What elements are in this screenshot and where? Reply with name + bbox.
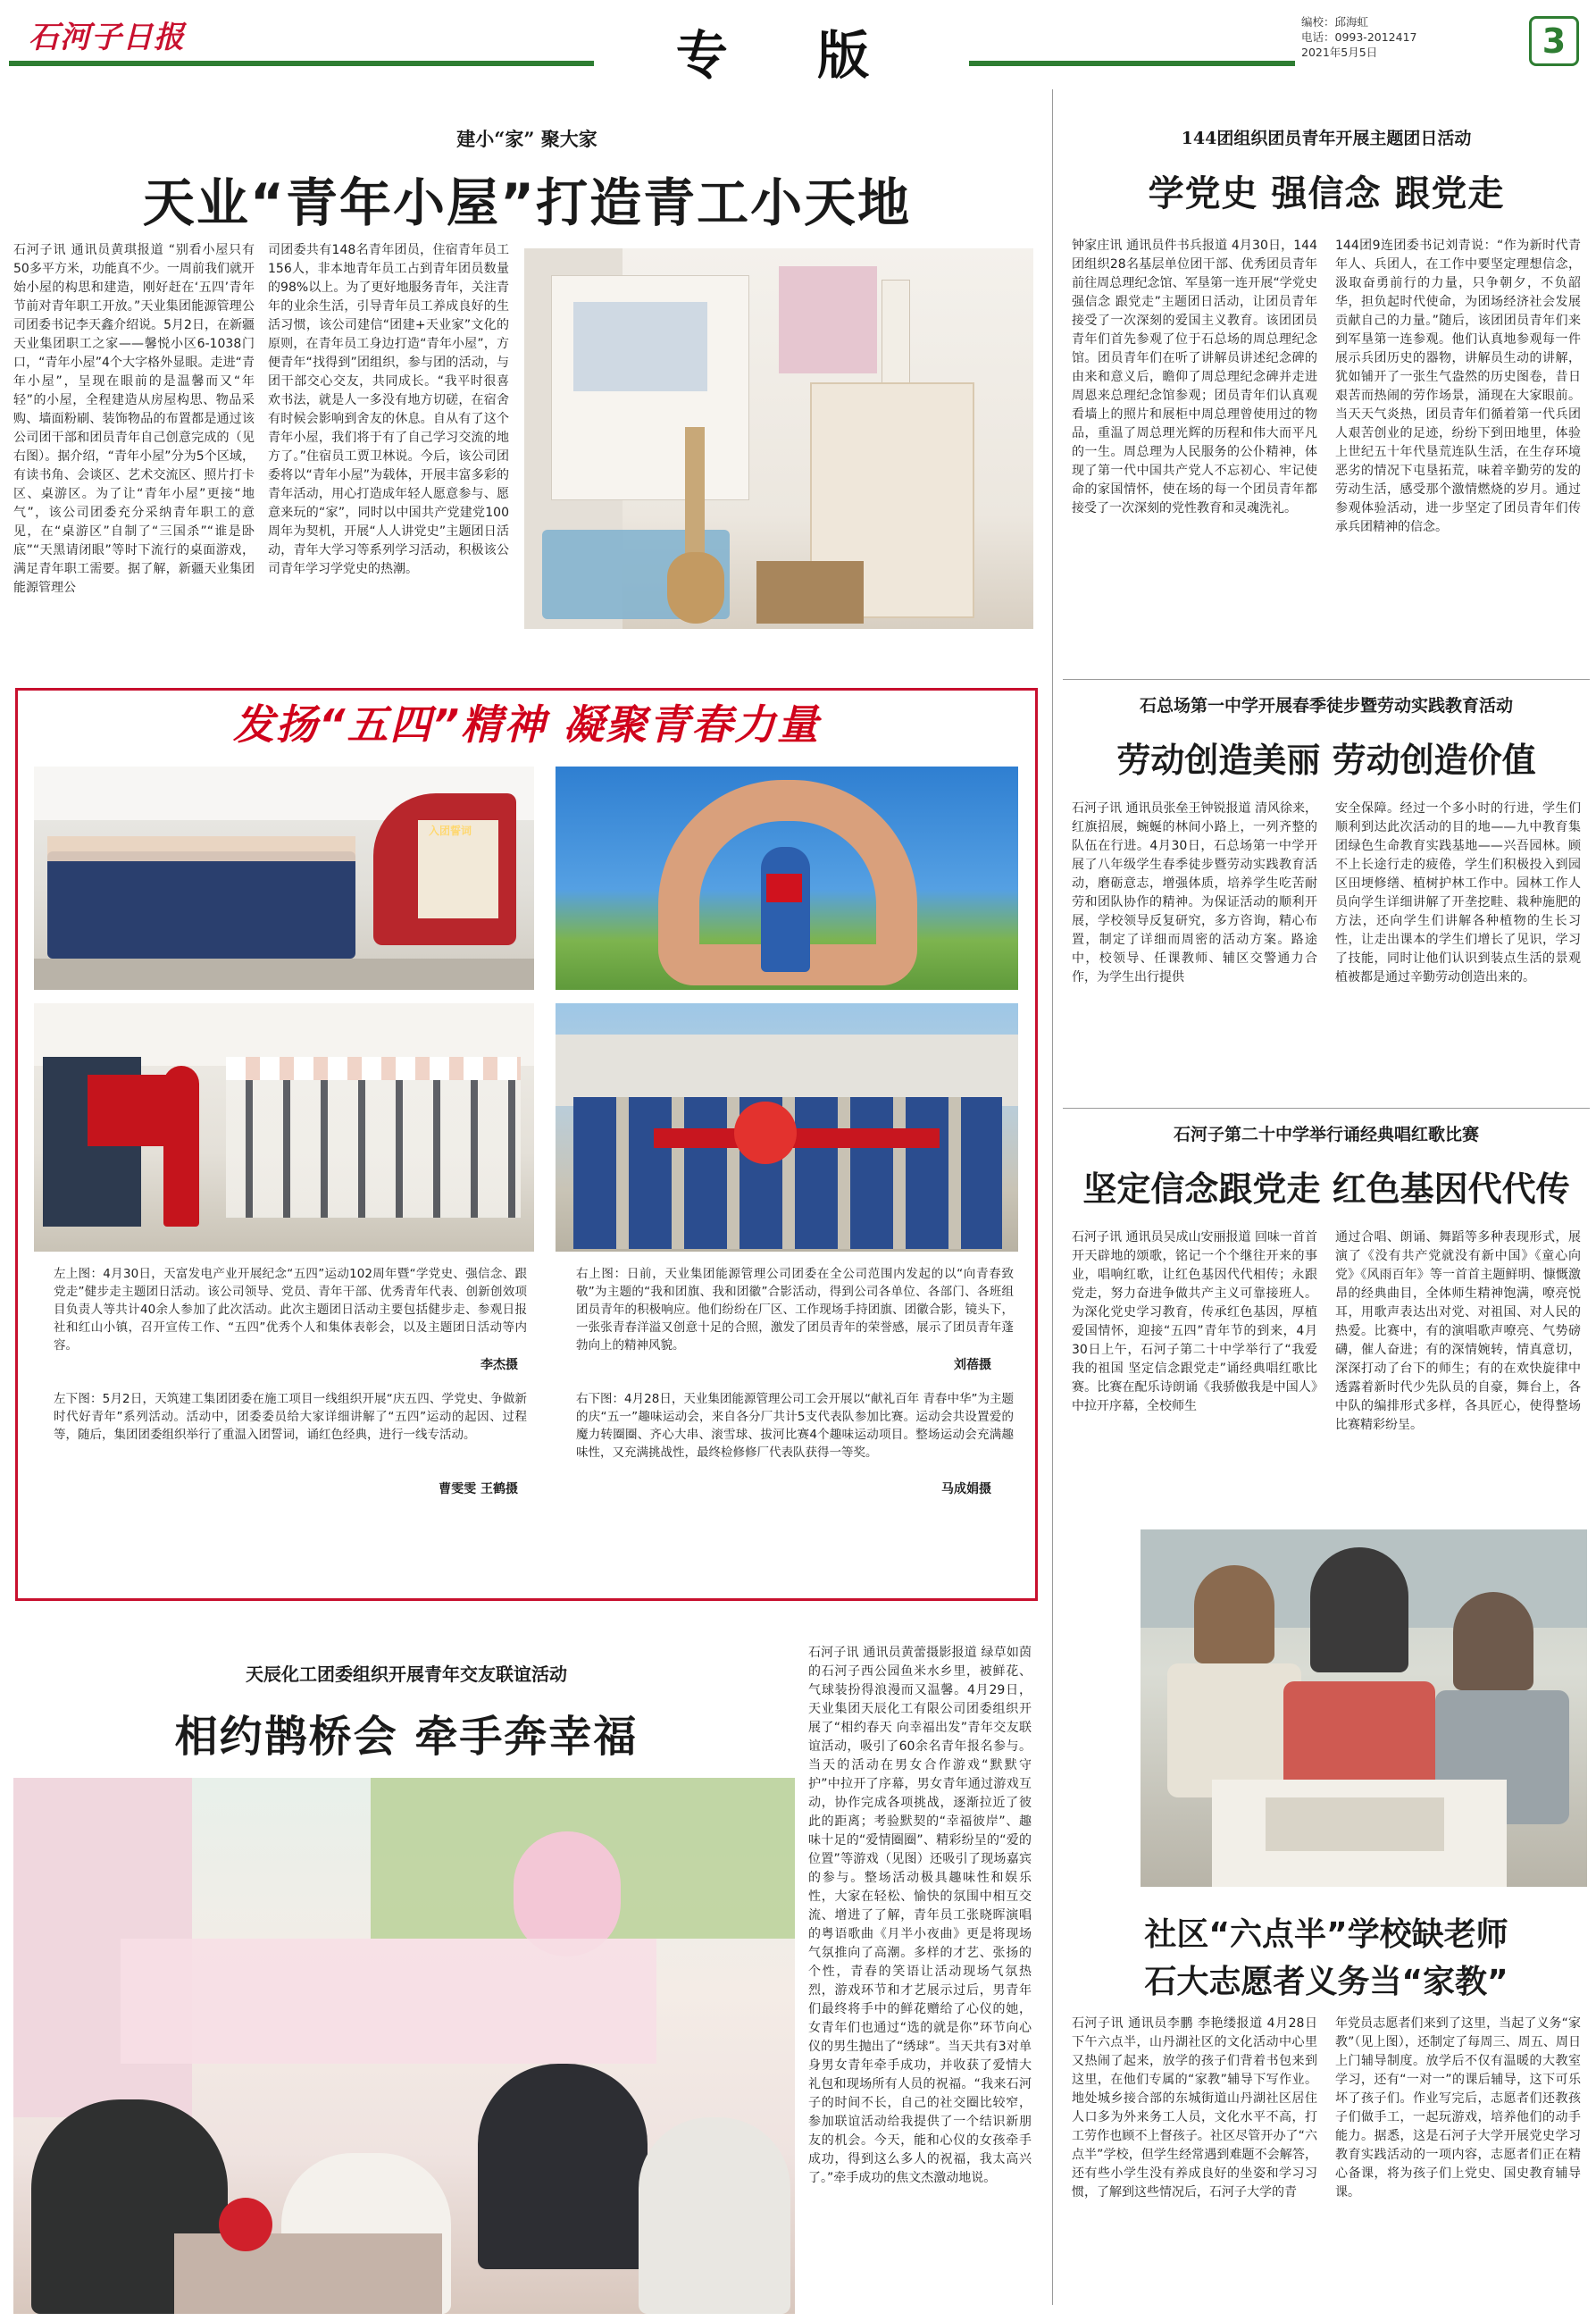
article1-headline: 天业“青年小屋”打造青工小天地 — [142, 172, 912, 233]
newspaper-logo: 石河子日报 — [29, 20, 185, 55]
article2-col1: 钟家庄讯 通讯员件书兵报道 4月30日，144团组织28名基层单位团干部、优秀团员青年前往周总理纪念馆、军垦第一连开展“学党史 强信念 跟党走”主题团日活动，让团员青年接受了一次深刻的爱国主义教育。该团团员青年们首先参观了位于石总场的周总理纪念馆。团员青年们在听了讲解员讲述纪念碑的由来和意义后，瞻仰了周总理纪念碑并走进周恩来总理纪念馆参观；团员青年们认真观看墙上的照片和展柜中周总理曾使用过的物品，重温了周总理光辉的历程和伟大而平凡的一生。周总理为人民服务的公仆精神，体现了第一代中国共产党人不忘初心、牢记使命的家国情怀，使在场的每一个团员青年都接受了一次深刻的党性教育和灵魂洗礼。 — [1072, 239, 1317, 515]
feature-board-text: 入团誓词 — [429, 825, 472, 837]
masthead-green-rule-right — [969, 61, 1295, 66]
section-title: 专 版 — [675, 25, 906, 86]
article3-kicker: 石总场第一中学开展春季徒步暨劳动实践教育活动 — [1139, 696, 1513, 716]
tutoring-photo — [1141, 1529, 1587, 1887]
article-youth-cabin — [13, 116, 1040, 652]
article2-headline: 学党史 强信念 跟党走 — [1148, 173, 1505, 214]
article-red-songs — [1063, 1112, 1590, 1514]
photo-upper-left — [34, 767, 534, 990]
caption-lower-left: 左下图：5月2日，天筑建工集团团委在施工项目一线组织开展“庆五四、学党史、争做新时代好青年”系列活动。活动中，团委委员给大家详细讲解了“五四”运动的起因、过程等，随后，集团团委组织举行了重温入团誓词，诵红色经典，进行一线专活动。 — [54, 1392, 527, 1442]
article6-headline2: 石大志愿者义务当“家教” — [1144, 1964, 1508, 2000]
article-volunteer-tutors — [1063, 1898, 1590, 2318]
article4-kicker: 石河子第二十中学举行诵经典唱红歌比赛 — [1173, 1125, 1479, 1144]
masthead — [0, 0, 1596, 86]
editor-label: 编校：邱海虹 — [1301, 15, 1369, 29]
matchmaking-photo — [13, 1778, 795, 2314]
feature-title: 发扬“五四”精神 凝聚青春力量 — [232, 700, 821, 749]
caption-upper-right: 右上图：日前，天业集团能源管理公司团委在全公司范围内发起的以“向青春致敬”为主题的“我和团旗、我和团徽”合影活动，得到公司各单位、各部门、各班组团员青年的积极响应。他们纷纷在厂区、工作现场手持团旗、团徽合影，镜头下，一张张青春洋溢又创意十足的合照，激发了团员青年的荣誉感，展示了团员青年蓬勃向上的精神风貌。 — [576, 1267, 1014, 1353]
page-number: 3 — [1529, 16, 1579, 66]
article2-kicker: 144团组织团员青年开展主题团日活动 — [1181, 129, 1472, 148]
article3-headline: 劳动创造美丽 劳动创造价值 — [1116, 741, 1536, 780]
divider-a3 — [1063, 1108, 1590, 1109]
article5-col: 石河子讯 通讯员黄蕾摄影报道 绿草如茵的石河子西公园鱼米水乡里，被鲜花、气球装扮得浪漫而又温馨。4月29日，天业集团天辰化工有限公司团委组织开展了“相约春天 向幸福出发”青年交友联谊活动，吸引了60余名青年报名参与。当天的活动在男女合作游戏“默默守护”中拉开了序幕，男女青年通过游戏互动，协作完成各项挑战，逐渐拉近了彼此的距离；考验默契的“幸福彼岸”、趣味十足的“爱情圈圈”、精彩纷呈的“爱的位置”等游戏（见图）还吸引了现场嘉宾的参与。整场活动极具趣味性和娱乐性，大家在轻松、愉快的氛围中相互交流、增进了了解，青年员工张晓晖演唱的粤语歌曲《月半小夜曲》更是将现场气氛推向了高潮。多样的才艺、张扬的个性，青春的笑语让活动现场气氛热烈，游戏环节和才艺展示过后，男青年们最终将手中的鲜花赠给了心仪的她，女青年们也通过“选的就是你”环节向心仪的男生抛出了“绣球”。当天共有3对单身男女青年牵手成功，并收获了爱情大礼包和现场所有人员的祝福。“我来石河子的时间不长，自己的社交圈比较窄，参加联谊活动给我提供了一个结识新朋友的机会。今天，能和心仪的女孩牵手成功，得到这么多人的祝福，我太高兴了。”牵手成功的焦文杰激动地说。 — [808, 1646, 1032, 2185]
article3-col2: 安全保障。经过一个多小时的行进，学生们顺利到达此次活动的目的地——九中教育集团绿色生命教育实践基地——兴吾园林。顾不上长途行走的疲倦，学生们积极投入到园区田埂修缮、植树护林工作中。园林工作人员向学生详细讲解了开垄挖畦、栽种施肥的方法，还向学生们讲解各种植物的生长习性，让走出课本的学生们增长了见识，学习了技能，同时让他们认识到装点生活的景观植被都是通过辛勤劳动创造出来的。 — [1335, 801, 1581, 985]
article5-kicker: 天辰化工团委组织开展青年交友联谊活动 — [246, 1663, 567, 1685]
date-label: 2021年5月5日 — [1301, 46, 1378, 59]
article6-headline1: 社区“六点半”学校缺老师 — [1144, 1916, 1508, 1953]
youth-cabin-photo — [524, 248, 1033, 629]
article4-col2: 通过合唱、朗诵、舞蹈等多种表现形式，展演了《没有共产党就没有新中国》《童心向党》《风雨百年》等一首首主题鲜明、慷慨激昂的经典曲目，全体师生精神饱满，嘹亮悦耳，用歌声表达出对党、对祖国、对人民的热爱。比赛中，有的演唱歌声嘹亮、气势磅礴，催人奋进；有的深情婉转，情真意切，深深打动了台下的师生；有的在欢快旋律中透露着新时代少先队员的自豪，舞台上，各中队的编排形式多样，各具匠心，使得整场比赛精彩纷呈。 — [1335, 1230, 1581, 1432]
article1-col1: 石河子讯 通讯员黄琪报道 “别看小屋只有50多平方米，功能真不少。一周前我们就开始小屋的构思和建造，刚好赶在‘五四’青年节前对青年职工开放。”天业集团能源管理公司团委书记李天鑫介绍说。5月2日，在新疆天业集团职工之家——馨悦小区6-1038门口，“青年小屋”4个大字格外显眼。走进“青年小屋”，呈现在眼前的是温馨而又“年轻”的小屋，全程建造从房屋构思、物品采购、墙面粉刷、装饰物品的布置都是通过该公司团干部和团员青年自己创意完成的（见右图）。据介绍，“青年小屋”分为5个区域，有读书角、会谈区、艺术交流区、照片打卡区、桌游区。为了让“青年小屋”更接“地气”，该公司团委充分采纳青年职工的意见，在“桌游区”自制了“三国杀”“谁是卧底”“天黑请闭眼”等时下流行的桌面游戏，满足青年职工需要。据了解，新疆天业集团能源管理公 — [13, 243, 255, 595]
caption-lower-right: 右下图：4月28日，天业集团能源管理公司工会开展以“献礼百年 青春中华”为主题的庆“五一”趣味运动会，来自各分厂共计5支代表队参加比赛。运动会共设置爱的魔力转圈圈、齐心大串、滚雪球、拔河比赛4个趣味运动项目。整场运动会充满趣味性，又充满挑战性，最终检修修厂代表队获得一等奖。 — [576, 1392, 1014, 1460]
column-divider — [1052, 89, 1053, 2305]
article4-headline: 坚定信念跟党走 红色基因代代传 — [1082, 1169, 1570, 1209]
photo-lower-left — [34, 1003, 534, 1252]
masthead-info — [1301, 14, 1417, 60]
article-labor-education — [1063, 683, 1590, 1103]
photo-lower-right — [556, 1003, 1018, 1252]
divider-a2 — [1063, 679, 1590, 680]
masthead-green-rule-left — [9, 61, 594, 66]
article3-col1: 石河子讯 通讯员张垒王钟锐报道 清风徐来，红旗招展，蜿蜒的林间小路上，一列齐整的队伍在行进。4月30日，石总场第一中学开展了八年级学生春季徒步暨劳动实践教育活动，磨砺意志，增强体质，培养学生吃苦耐劳和团队协作的精神。为保证活动的顺利开展，学校领导反复研究，多方咨询，精心布置，制定了详细而周密的活动方案。路途中，校领导、任课教师、辅区交警通力合作，为学生出行提供 — [1072, 801, 1317, 985]
credit-lower-right: 马成娟摄 — [941, 1482, 991, 1496]
article4-col1: 石河子讯 通讯员吴成山安丽报道 回味一首首开天辟地的颂歌，铭记一个个继往开来的事业，唱响红歌，让红色基因代代相传；永跟党走，努力奋进争做共产主义可靠接班人。为深化党史学习教育，传承红色基因，厚植爱国情怀，迎接“五四”青年节的到来，4月30日上午，石河子第二十中学举行了“我爱我的祖国 坚定信念跟党走”诵经典唱红歌比赛。比赛在配乐诗朗诵《我骄傲我是中国人》中拉开序幕，全校师生 — [1072, 1230, 1317, 1413]
article1-col2: 司团委共有148名青年团员，住宿青年员工156人，非本地青年员工占到青年团员数量的98%以上。为了更好地服务青年，关注青年的业余生活，引导青年员工养成良好的生活习惯，该公司建信“团建+天业家”文化的原则，在青年员工身边打造“青年小屋”，方便青年“找得到”团组织，参与团的活动，与团干部交心交友，共同成长。“我平时很喜欢书法，就是人一多没有地方切磋，在宿舍有时候会影响到舍友的休息。自从有了这个青年小屋，我们将于有了自己学习交流的地方了。”住宿员工贾卫林说。今后，该公司团委将以“青年小屋”为载体，开展丰富多彩的青年活动，用心打造成年轻人愿意参与、愿意来玩的“家”，同时以中国共产党建党100周年为契机，开展“人人讲党史”主题团日活动，青年大学习等系列学习活动，积极该公司青年学习学党史的热潮。 — [268, 243, 509, 576]
article5-headline: 相约鹊桥会 牵手奔幸福 — [174, 1712, 639, 1762]
article-matchmaking — [13, 1617, 1040, 2318]
phone-label: 电话：0993-2012417 — [1301, 30, 1417, 44]
credit-upper-right: 刘蓓摄 — [954, 1358, 991, 1372]
article1-kicker: 建小“家” 聚大家 — [456, 128, 597, 150]
credit-upper-left: 李杰摄 — [480, 1358, 518, 1372]
photo-upper-right — [556, 767, 1018, 990]
feature-may-fourth — [15, 688, 1038, 1601]
credit-lower-left: 曹雯雯 王鹤摄 — [439, 1482, 518, 1496]
article2-col2: 144团9连团委书记刘青说：“作为新时代青年人、兵团人，在工作中要坚定理想信念，汲取奋勇前行的力量，只争朝夕，不负韶华，担负起时代使命，为团场经济社会发展贡献自己的力量。”随后，该团团员青年们来到军垦第一连参观。他们认真地参观每一件展示兵团历史的器物，讲解员生动的讲解，犹如铺开了一张生气盎然的历史图卷，昔日艰苦而热闹的劳作场景，涌现在大家眼前。当天天气炎热，团员青年们循着第一代兵团人艰苦创业的足迹，纷纷下到田地里，体验上世纪五十年代垦荒连队生活，在生存环境恶劣的情况下屯垦拓荒，味着辛勤劳的发的劳动生活，感受那个激情燃烧的岁月。通过参观体验活动，进一步坚定了团员青年们传承兵团精神的信念。 — [1335, 239, 1581, 534]
article6-col1: 石河子讯 通讯员李鹏 李艳缕报道 4月28日下午六点半，山丹湖社区的文化活动中心里又热闹了起来，放学的孩子们背着书包来到这里，在他们专属的“家教”辅导下写作业。地处城乡接合部的东城街道山丹湖社区居住人口多为外来务工人员，文化水平不高，打工劳作也顾不上督孩子。社区尽管开办了“六点半”学校，但学生经常遇到难题不会解答，还有些小学生没有养成良好的坐姿和学习习惯，了解到这些情况后，石河子大学的青 — [1072, 2016, 1317, 2200]
article6-col2: 年党员志愿者们来到了这里，当起了义务“家教”（见上图），还制定了每周三、周五、周日上门辅导制度。放学后不仅有温暖的大教室学习，还有“一对一”的课后辅导，这下可乐坏了孩子们。作业写完后，志愿者们还教孩子们做手工，一起玩游戏，培养他们的动手能力。据悉，这是石河子大学开展党史学习教育实践活动的一项内容，志愿者们正在精心备课，将为孩子们上党史、国史教育辅导课。 — [1335, 2016, 1581, 2200]
caption-upper-left: 左上图：4月30日，天富发电产业开展纪念“五四”运动102周年暨“学党史、强信念、跟党走”健步走主题团日活动。该公司领导、党员、青年干部、优秀青年代表、创新创效项目负责人等共计40余人参加了此次活动。此次主题团日活动主要包括健步走、参观日报社和红山小镇，召开宣传工作、“五四”优秀个人和集体表彰会，以及主题团日活动等内容。 — [54, 1267, 527, 1353]
article-party-history — [1063, 116, 1590, 634]
